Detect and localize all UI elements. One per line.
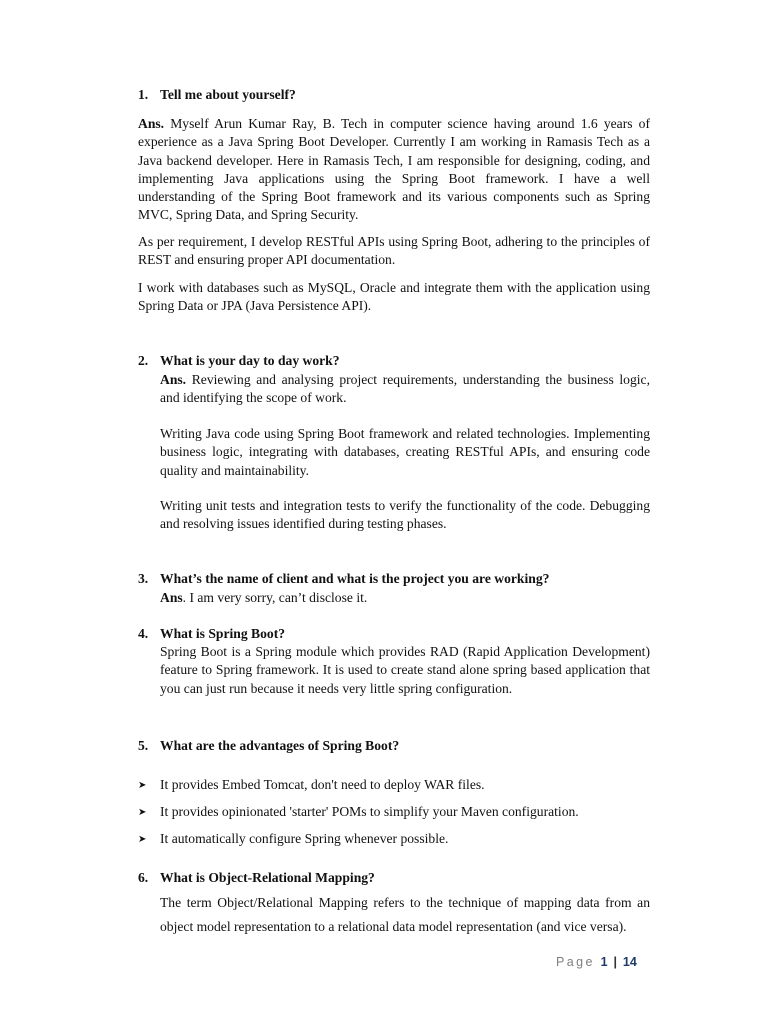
current-page-number: 1 xyxy=(600,955,608,969)
answer-2-paragraph-2: Writing Java code using Spring Boot framework and related technologies. Implementing business logic, integrating with databases, creating RESTful APIs, and ensuring code quality and maintainability. xyxy=(160,426,650,478)
answer-2-paragraph-1 xyxy=(160,371,650,408)
answer-text: Reviewing and analysing project requirements, understanding the business logic, and identifying the scope of work. xyxy=(160,372,650,406)
answer-2-paragraph-3: Writing unit tests and integration tests to verify the functionality of the code. Debugging and resolving issues identified during testing phases. xyxy=(160,498,650,532)
page-word: Page xyxy=(556,955,595,969)
answer-label: Ans. xyxy=(138,116,165,131)
bullet-item xyxy=(138,831,448,847)
arrow-bullet-icon: ➤ xyxy=(138,780,147,791)
page-separator: | xyxy=(613,955,617,969)
answer-3 xyxy=(160,589,650,607)
question-number: 3. xyxy=(138,571,149,586)
total-pages: 14 xyxy=(622,955,637,969)
bullet-item xyxy=(138,804,579,820)
arrow-bullet-icon: ➤ xyxy=(138,807,147,818)
question-6-heading xyxy=(138,870,375,886)
answer-text: . I am very sorry, can’t disclose it. xyxy=(182,590,368,605)
question-title: What is Object-Relational Mapping? xyxy=(160,870,375,885)
question-title: What’s the name of client and what is the project you are working? xyxy=(160,571,550,586)
question-5-heading xyxy=(138,738,399,754)
bullet-text: It provides Embed Tomcat, don't need to deploy WAR files. xyxy=(160,777,485,792)
page-footer xyxy=(556,955,637,969)
question-number: 2. xyxy=(138,353,149,368)
question-number: 1. xyxy=(138,87,149,102)
question-title: What are the advantages of Spring Boot? xyxy=(160,738,400,753)
answer-label: Ans. xyxy=(160,372,187,387)
question-number: 5. xyxy=(138,738,149,753)
answer-1-paragraph-3: I work with databases such as MySQL, Oracle and integrate them with the application using Spring Data or JPA (Java Persistence API). xyxy=(138,280,650,314)
bullet-text: It provides opinionated 'starter' POMs to simplify your Maven configuration. xyxy=(160,804,579,819)
question-4-heading xyxy=(138,626,285,642)
bullet-item xyxy=(138,777,485,793)
bullet-text: It automatically configure Spring whenever possible. xyxy=(160,831,449,846)
answer-1-paragraph-1 xyxy=(138,115,650,225)
question-number: 4. xyxy=(138,626,149,641)
question-3-heading xyxy=(138,571,549,587)
answer-6: The term Object/Relational Mapping refers to the technique of mapping data from an object model representation to a relational data model representation (and vice versa). xyxy=(160,895,650,934)
question-title: What is Spring Boot? xyxy=(160,626,286,641)
question-1-heading xyxy=(138,87,296,103)
question-title: Tell me about yourself? xyxy=(160,87,296,102)
answer-4: Spring Boot is a Spring module which provides RAD (Rapid Application Development) feature to Spring framework. It is used to create stand alone spring based application that you can just run because it needs very little spring configuration. xyxy=(160,644,650,696)
answer-1-paragraph-2: As per requirement, I develop RESTful APIs using Spring Boot, adhering to the principles of REST and ensuring proper API documentation. xyxy=(138,234,650,268)
answer-text: Myself Arun Kumar Ray, B. Tech in computer science having around 1.6 years of experience as a Java Spring Boot Developer. Currently I am working in Ramasis Tech as a Java backend developer. Here in Ramasis Tech, I am responsible for designing, coding, and implementing Java applications using the Spring Boot framework. I have a well understanding of the Spring Boot framework and its various components such as Spring MVC, Spring Data, and Spring Security. xyxy=(138,116,650,223)
question-title: What is your day to day work? xyxy=(160,353,340,368)
arrow-bullet-icon: ➤ xyxy=(138,834,147,845)
question-2-heading xyxy=(138,353,340,369)
question-number: 6. xyxy=(138,870,149,885)
answer-label: Ans xyxy=(160,590,183,605)
